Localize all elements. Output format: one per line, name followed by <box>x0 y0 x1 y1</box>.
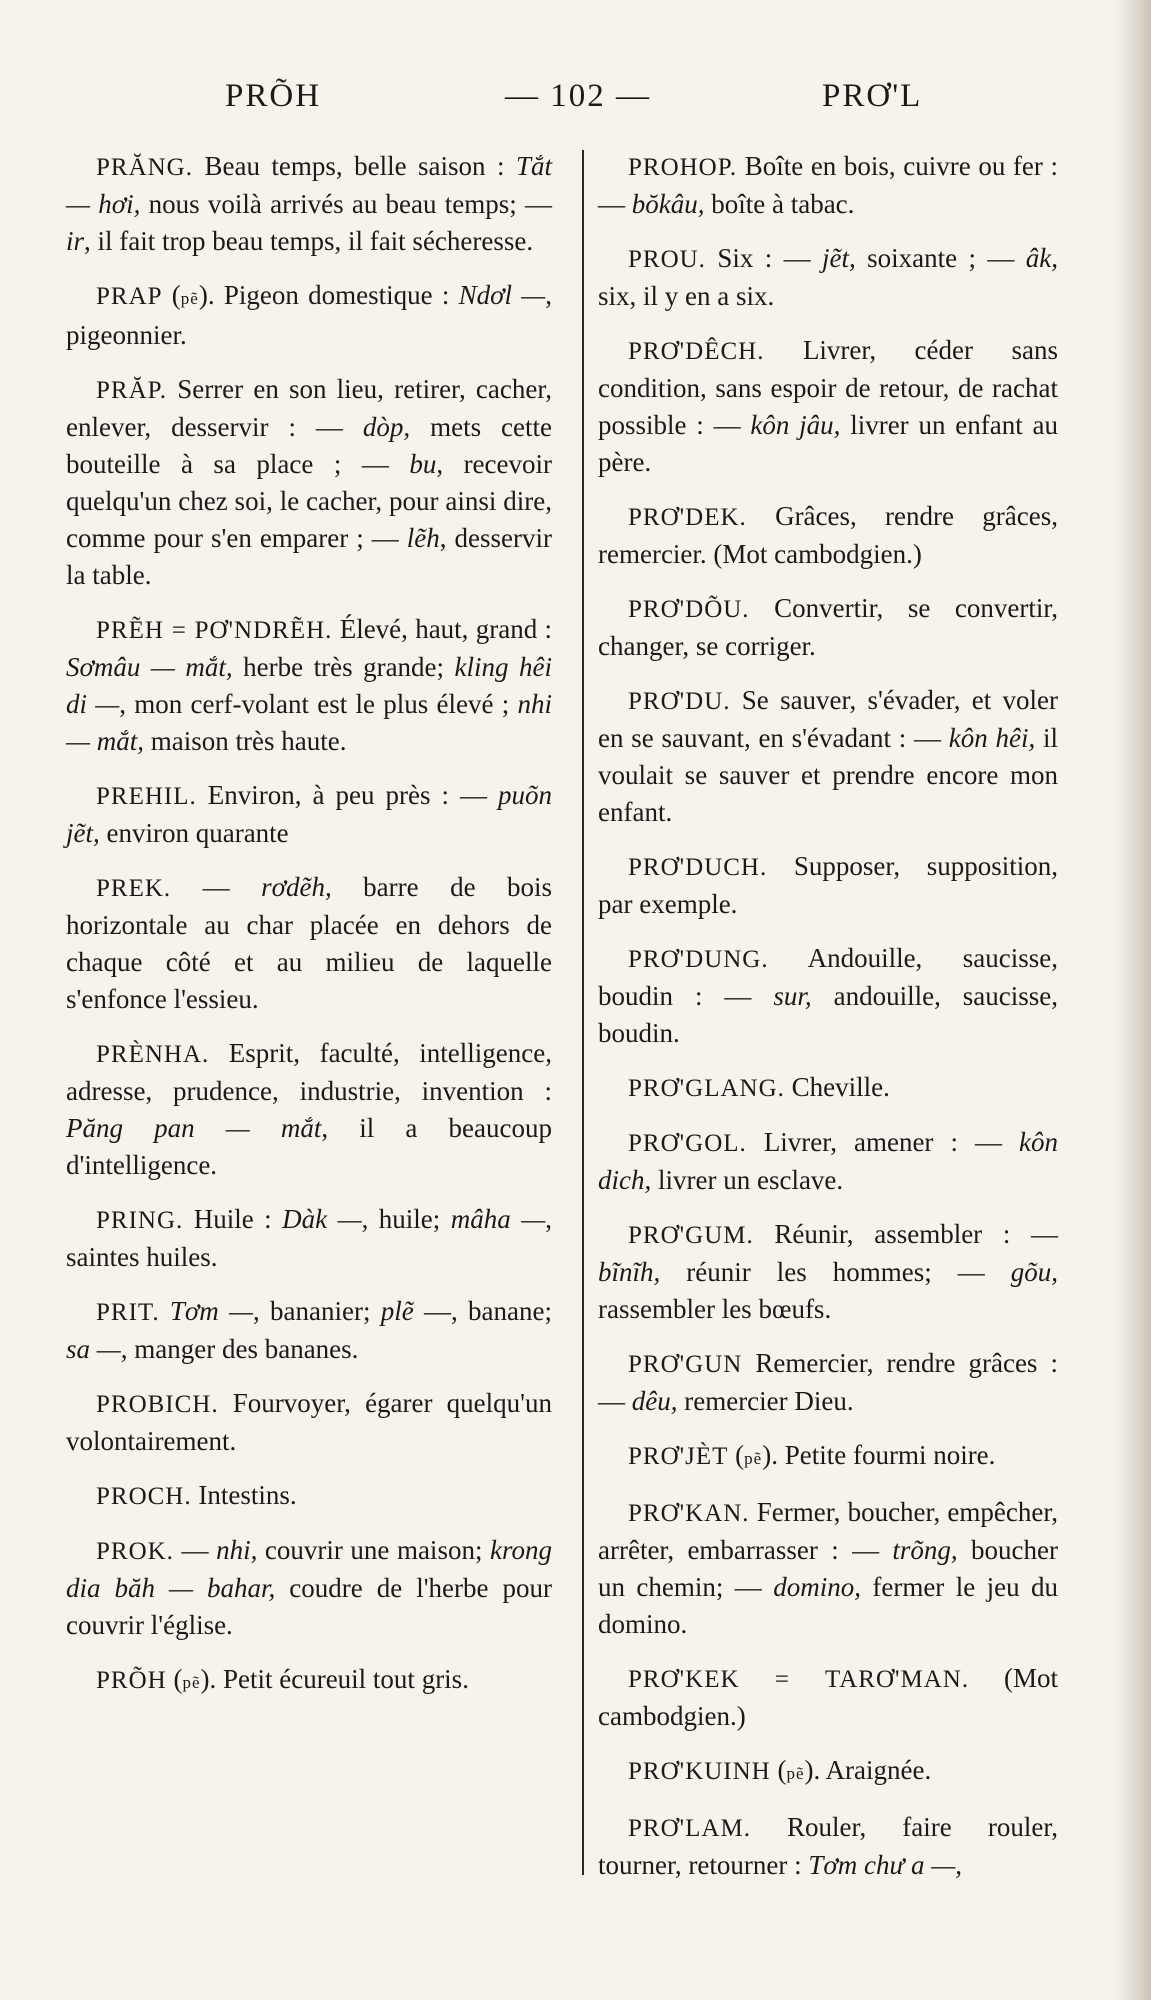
dictionary-entry: PRƠ'DÊCH. Livrer, céder sans condition, sans espoir de retour, de rachat possible : — kôn jâu, livrer un enfant au père. <box>598 335 1058 477</box>
entry-example: mâha — <box>450 1204 546 1234</box>
entry-headword: PRƠ'KUINH <box>628 1758 771 1785</box>
entry-headword: PRƠ'KEK = TARƠ'MAN. <box>628 1666 970 1693</box>
dictionary-entry: PRĂP. Serrer en son lieu, retirer, cacher, enlever, desservir : — dòp, mets cette bouteille à sa place ; — bu, recevoir quelqu'un chez soi, le cacher, pour ainsi dire, comme pour s'en emparer ; — lẽh, desservir la table. <box>66 374 553 590</box>
entry-headword: PRƠ'KAN. <box>628 1500 750 1527</box>
dictionary-entry: PRƠ'DUNG. Andouille, saucisse, boudin : — sur, andouille, saucisse, boudin. <box>598 943 1058 1048</box>
entry-headword: PRƠ'DUNG. <box>628 946 769 973</box>
entry-example: kling hêi di — <box>66 652 552 719</box>
dictionary-entry: PRĂNG. Beau temps, belle saison : Tắt — hơi, nous voilà arrivés au beau temps; — ir, il fait trop beau temps, il fait sécheresse. <box>66 151 553 256</box>
right-column <box>598 148 1058 1901</box>
dictionary-entry: PROBICH. Fourvoyer, égarer quelqu'un volontairement. <box>66 1388 552 1456</box>
entry-example: Ndơl — <box>458 280 546 310</box>
dictionary-entry: PRƠ'LAM. Rouler, faire rouler, tourner, retourner : Tơm chư a —, <box>598 1812 1058 1880</box>
entry-example: Tơm chư a —, <box>808 1850 962 1880</box>
entry-headword: PRING. <box>96 1207 184 1234</box>
entry-headword: PROU. <box>628 246 706 273</box>
entry-tag: pẽ <box>744 1449 763 1468</box>
dictionary-entry: PRÕH (pẽ). Petit écureuil tout gris. <box>66 1661 552 1701</box>
dictionary-entry: PRƠ'KAN. Fermer, boucher, empêcher, arrêter, embarrasser : — trõng, boucher un chemin; — domino, fermer le jeu du domino. <box>598 1497 1058 1639</box>
entry-example: kôn hêi, <box>948 723 1036 753</box>
entry-example: Sơmâu — mắt, <box>66 652 233 682</box>
entry-headword: PRƠ'JÈT <box>628 1443 729 1470</box>
entry-example: kôn jâu, <box>750 410 841 440</box>
entry-headword: PRƠ'DUCH. <box>628 854 768 881</box>
entry-headword: PRĂP. <box>96 377 168 404</box>
dictionary-entry: PROK. — nhi, couvrir une maison; krong dia băh — bahar, coudre de l'herbe pour couvrir l'église. <box>66 1535 553 1640</box>
dictionary-entry: PRƠ'GUN Remercier, rendre grâces : — dêu, remercier Dieu. <box>598 1348 1058 1416</box>
entry-example: nhi, <box>216 1535 258 1565</box>
dictionary-entry: PREHIL. Environ, à peu près : — puõn jẽt, environ quarante <box>66 780 552 848</box>
dictionary-entry: PRIT. Tơm —, bananier; plẽ —, banane; sa —, manger des bananes. <box>66 1296 553 1364</box>
column-divider <box>582 150 584 1875</box>
entry-example: âk, <box>1025 243 1058 273</box>
dictionary-entry: PREK. — rơdẽh, barre de bois horizontale au char placée en dehors de chaque côté et au milieu de laquelle s'enfonce l'essieu. <box>66 872 553 1014</box>
dictionary-entry: PROCH. Intestins. <box>66 1477 552 1515</box>
entry-example: puõn jẽt, <box>66 780 552 848</box>
dictionary-entry: PRƠ'DUCH. Supposer, supposition, par exemple. <box>598 851 1058 919</box>
entry-example: bŏkâu, <box>631 189 705 219</box>
entry-headword: PRƠ'GLANG. <box>628 1075 785 1102</box>
header-right-guideword: PRƠ'L <box>822 78 923 114</box>
dictionary-entry: PRƠ'DEK. Grâces, rendre grâces, remercier. (Mot cambodgien.) <box>598 501 1058 569</box>
entry-headword: PRƠ'LAM. <box>628 1815 751 1842</box>
entry-example: ir <box>66 226 85 256</box>
dictionary-entry: PRƠ'GUM. Réunir, assembler : — bĩnĩh, réunir les hommes; — gõu, rassembler les bœufs. <box>598 1219 1058 1324</box>
dictionary-entry: PRƠ'GOL. Livrer, amener : — kôn dich, livrer un esclave. <box>598 1127 1058 1195</box>
entry-headword: PROHOP. <box>628 154 738 181</box>
entry-headword: PRƠ'GUM. <box>628 1222 754 1249</box>
entry-example: jẽt, <box>822 243 856 273</box>
entry-headword: PRIT. <box>96 1299 160 1326</box>
entry-example: dòp, <box>362 412 411 442</box>
entry-headword: PRƠ'DÊCH. <box>628 338 765 365</box>
entry-example: Tơm — <box>169 1296 254 1326</box>
entry-headword: PROK. <box>96 1538 174 1565</box>
dictionary-entry: PRƠ'KEK = TARƠ'MAN. (Mot cambodgien.) <box>598 1663 1059 1731</box>
header-left-guideword: PRÕH <box>225 78 322 114</box>
entry-example: sa — <box>66 1334 121 1364</box>
page-number: — 102 — <box>505 78 651 114</box>
dictionary-entry: PRƠ'KUINH (pẽ). Araignée. <box>598 1752 1058 1792</box>
dictionary-entry: PRƠ'DU. Se sauver, s'évader, et voler en se sauvant, en s'évadant : — kôn hêi, il voulait se sauver et prendre encore mon enfant. <box>598 685 1058 827</box>
entry-headword: PRÈNHA. <box>96 1041 210 1068</box>
entry-headword: PROCH. <box>96 1483 192 1510</box>
entry-headword: PRAP <box>96 283 163 310</box>
entry-headword: PRƠ'DEK. <box>628 504 747 531</box>
dictionary-entry: PRẼH = PƠ'NDRẼH. Élevé, haut, grand : Sơmâu — mắt, herbe très grande; kling hêi di —, mon cerf-volant est le plus élevé ; nhi — mắt, maison très haute. <box>66 614 553 756</box>
dictionary-entry: PRƠ'GLANG. Cheville. <box>598 1069 1058 1107</box>
entry-headword: PRƠ'GOL. <box>628 1130 747 1157</box>
entry-example: kôn dich, <box>598 1127 1058 1195</box>
entry-headword: PRÕH <box>96 1667 167 1694</box>
entry-example: rơdẽh, <box>261 872 332 902</box>
entry-example: sur, <box>773 981 812 1011</box>
entry-example: domino, <box>773 1572 861 1602</box>
entry-headword: PRƠ'GUN <box>628 1351 743 1378</box>
dictionary-entry: PRÈNHA. Esprit, faculté, intelligence, adresse, prudence, industrie, invention : Păng pan — mắt, il a beaucoup d'intelligence. <box>66 1038 552 1180</box>
entry-example: gõu, <box>1010 1257 1058 1287</box>
entry-tag: pẽ <box>180 289 199 308</box>
entry-example: lẽh <box>406 523 440 553</box>
entry-headword: PRƠ'DU. <box>628 688 731 715</box>
dictionary-entry: PROHOP. Boîte en bois, cuivre ou fer : — bŏkâu, boîte à tabac. <box>598 151 1058 219</box>
entry-example: trõng, <box>892 1535 958 1565</box>
dictionary-entry: PRƠ'DÕU. Convertir, se convertir, changer, se corriger. <box>598 593 1058 661</box>
running-header <box>60 78 1070 128</box>
dictionary-entry: PRƠ'JÈT (pẽ). Petite fourmi noire. <box>598 1437 1058 1477</box>
entry-headword: PROBICH. <box>96 1391 219 1418</box>
entry-headword: PRẼH = PƠ'NDRẼH. <box>96 617 333 644</box>
entry-example: plẽ <box>380 1296 414 1326</box>
dictionary-entry: PRAP (pẽ). Pigeon domestique : Ndơl —, pigeonnier. <box>66 280 553 350</box>
entry-example: bĩnĩh, <box>598 1257 661 1287</box>
entry-headword: PRĂNG. <box>96 154 193 181</box>
entry-example: bu <box>409 449 437 479</box>
entry-headword: PRƠ'DÕU. <box>628 596 750 623</box>
page-edge-shadow <box>1115 0 1151 2000</box>
entry-tag: pẽ <box>182 1673 201 1692</box>
entry-headword: PREK. <box>96 875 172 902</box>
dictionary-entry: PROU. Six : — jẽt, soixante ; — âk, six, il y en a six. <box>598 243 1058 311</box>
entry-example: Păng pan — mắt <box>66 1113 322 1143</box>
entry-tag: pẽ <box>786 1764 805 1783</box>
entry-example: Tắt — hơi, <box>66 151 552 219</box>
left-column <box>66 148 552 1718</box>
dictionary-entry: PRING. Huile : Dàk —, huile; mâha —, saintes huiles. <box>66 1204 552 1272</box>
entry-example: nhi — mắt, <box>66 689 553 756</box>
entry-example: Dàk — <box>282 1204 362 1234</box>
entry-headword: PREHIL. <box>96 783 197 810</box>
entry-example: dêu, <box>631 1386 678 1416</box>
entry-example: krong dia băh — bahar, <box>66 1535 553 1603</box>
